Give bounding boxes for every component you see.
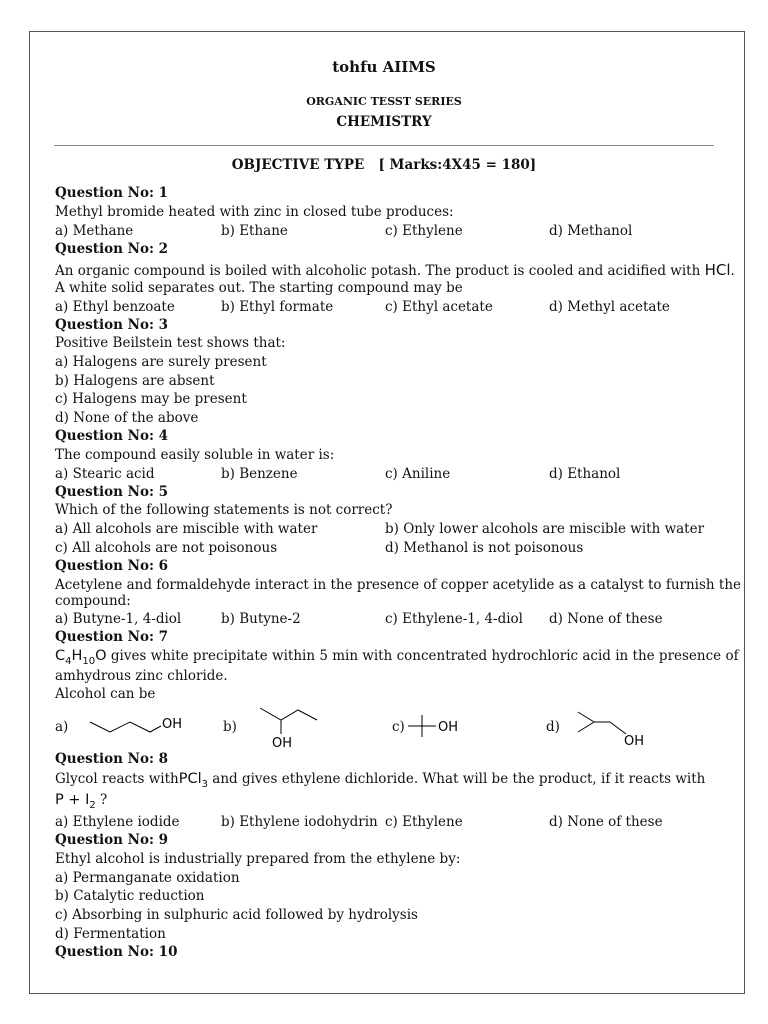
- question-text: Glycol reacts withPCl$_3$ and gives ethylene dichloride. What will be the product, if it reacts with: [55, 771, 706, 790]
- question-text: Ethyl alcohol is industrially prepared from the ethylene by:: [55, 851, 461, 867]
- option-d: d) Fermentation: [55, 926, 166, 942]
- option-d: d) Methanol is not poisonous: [385, 540, 584, 556]
- svg-text:OH: OH: [438, 720, 459, 735]
- structure-c-tert-butanol: [404, 710, 466, 740]
- question-heading: Question No: 2: [55, 241, 169, 257]
- question-heading: Question No: 6: [55, 558, 169, 574]
- option-a: a) Ethyl benzoate: [55, 299, 175, 315]
- question-text: Methyl bromide heated with zinc in closed tube produces:: [55, 204, 454, 220]
- option-c: c) Ethylene-1, 4-diol: [385, 611, 523, 627]
- option-c: c) Absorbing in sulphuric acid followed by hydrolysis: [55, 907, 418, 923]
- option-a: a) Halogens are surely present: [55, 354, 267, 370]
- question-text: An organic compound is boiled with alcoholic potash. The product is cooled and acidified with HCl.: [55, 261, 735, 279]
- question-heading: Question No: 8: [55, 751, 169, 767]
- question-text-line2: A white solid separates out. The starting compound may be: [55, 280, 463, 296]
- option-b: b) Catalytic reduction: [55, 888, 205, 904]
- question-heading: Question No: 5: [55, 484, 169, 500]
- option-c: c) Halogens may be present: [55, 391, 247, 407]
- option-c-label: c): [392, 719, 405, 735]
- option-c: c) Aniline: [385, 466, 451, 482]
- option-a: a) Permanganate oxidation: [55, 870, 240, 886]
- option-d: d) None of these: [549, 611, 663, 627]
- option-a: a) Butyne-1, 4-diol: [55, 611, 182, 627]
- question-heading: Question No: 4: [55, 428, 169, 444]
- structure-a-1-butanol: [86, 710, 196, 738]
- question-text: The compound easily soluble in water is:: [55, 447, 335, 463]
- option-b: b) Ethylene iodohydrin: [221, 814, 378, 830]
- option-a: a) Stearic acid: [55, 466, 155, 482]
- question-text-line2: amhydrous zinc chloride.: [55, 668, 228, 684]
- question-heading: Question No: 7: [55, 629, 169, 645]
- option-d-label: d): [546, 719, 560, 735]
- question-heading: Question No: 9: [55, 832, 169, 848]
- question-text: Acetylene and formaldehyde interact in the presence of copper acetylide as a catalyst to furnish the: [55, 577, 742, 593]
- option-c: c) All alcohols are not poisonous: [55, 540, 278, 556]
- svg-text:OH: OH: [624, 734, 645, 749]
- option-b: b) Butyne-2: [221, 611, 301, 627]
- series-title: ORGANIC TESST SERIES: [306, 95, 462, 108]
- header-divider: [54, 145, 714, 146]
- svg-text:OH: OH: [272, 736, 293, 751]
- question-heading: Question No: 1: [55, 185, 169, 201]
- option-b: b) Only lower alcohols are miscible with water: [385, 521, 705, 537]
- option-b: b) Halogens are absent: [55, 373, 215, 389]
- structure-d-isobutanol: [574, 708, 654, 750]
- institute-title: tohfu AIIMS: [332, 58, 436, 76]
- option-c: c) Ethylene: [385, 814, 463, 830]
- option-b: b) Ethane: [221, 223, 288, 239]
- section-title: OBJECTIVE TYPE [ Marks:4X45 = 180]: [231, 157, 537, 173]
- question-text: $C_4H_{10}O$ gives white precipitate within 5 min with concentrated hydrochloric acid in the presence of: [55, 648, 739, 667]
- option-a-label: a): [55, 719, 69, 735]
- question-text-line2: $P + I_2$ ?: [55, 792, 108, 811]
- option-a: a) Methane: [55, 223, 134, 239]
- subject-title: CHEMISTRY: [336, 114, 432, 130]
- option-d: d) Methyl acetate: [549, 299, 670, 315]
- question-text: Which of the following statements is not correct?: [55, 502, 393, 518]
- option-a: a) Ethylene iodide: [55, 814, 180, 830]
- question-text-line2: compound:: [55, 593, 131, 609]
- option-d: d) None of the above: [55, 410, 199, 426]
- option-c: c) Ethyl acetate: [385, 299, 493, 315]
- svg-text:OH: OH: [162, 717, 183, 732]
- option-b: b) Ethyl formate: [221, 299, 334, 315]
- question-text: Positive Beilstein test shows that:: [55, 335, 286, 351]
- question-text-line3: Alcohol can be: [55, 686, 156, 702]
- structure-b-2-butanol: [255, 700, 325, 752]
- option-b: b) Benzene: [221, 466, 298, 482]
- molecular-formula: $C_4H_{10}O$: [55, 648, 107, 667]
- question-heading: Question No: 10: [55, 944, 178, 960]
- option-d: d) Ethanol: [549, 466, 621, 482]
- option-d: d) None of these: [549, 814, 663, 830]
- question-heading: Question No: 3: [55, 317, 169, 333]
- option-a: a) All alcohols are miscible with water: [55, 521, 318, 537]
- option-c: c) Ethylene: [385, 223, 463, 239]
- option-b-label: b): [223, 719, 237, 735]
- option-d: d) Methanol: [549, 223, 633, 239]
